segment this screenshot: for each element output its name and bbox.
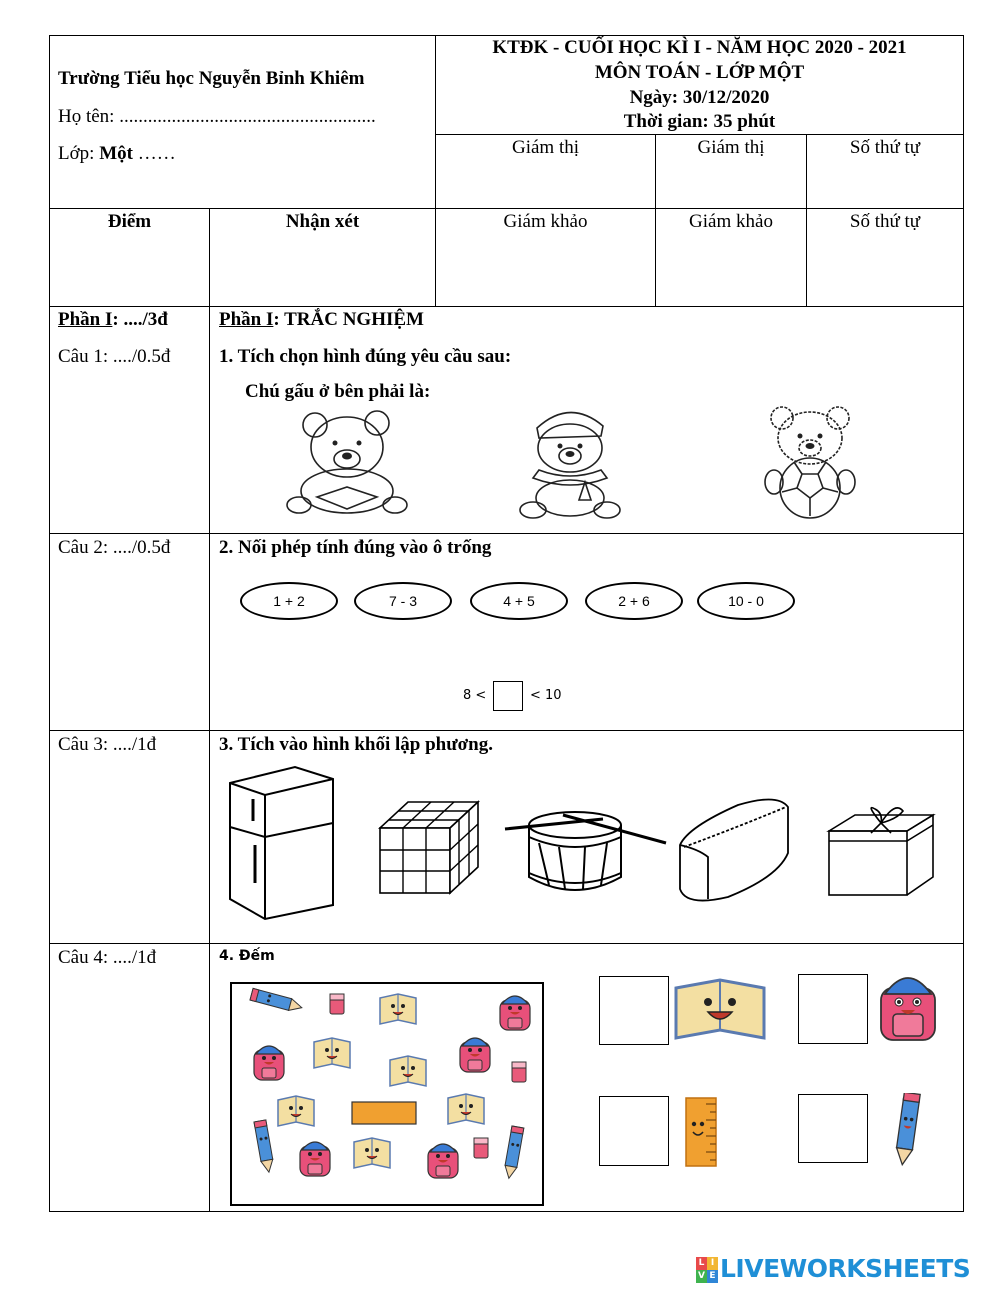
book-picture-item [278,1096,314,1126]
name-field [58,106,376,128]
badge-letter: E [707,1270,718,1283]
q2-score: Câu 2: ..../0.5đ [58,537,171,558]
bear-foot-left [520,502,546,518]
badge-letter: V [696,1270,707,1283]
book-picture-item [314,1038,350,1068]
bear-foot-right [383,497,407,513]
open-book [317,487,377,509]
class-label: Lớp: [58,143,95,164]
backpack-picture-item [460,1038,490,1072]
bear-eye [357,441,362,446]
bear-foot-right [594,502,620,518]
ruler-picture-item [352,1102,416,1124]
book-icon [672,978,768,1048]
backpack-icon [877,970,939,1044]
bear-hat [537,412,603,438]
inequality-left: 8 < [463,688,487,703]
table-line [209,208,210,1212]
liveworksheets-badge [696,1257,718,1283]
q4-title: 4. Đếm [219,948,275,964]
backpack-picture-item [254,1046,284,1080]
book-picture-item [354,1138,390,1168]
class-value: Một [99,143,133,164]
q1-score: Câu 1: ..../0.5đ [58,346,171,367]
examiner-1-label: Giám khảo [503,211,588,232]
exam-title: KTĐK - CUỐI HỌC KÌ I - NĂM HỌC 2020 - 2021 [492,37,907,58]
name-dots: ...................................................... [119,106,376,127]
expression-oval-4[interactable]: 2 + 6 [585,582,683,620]
bear-eye [578,444,583,449]
bear-with-ball-option[interactable] [760,400,860,522]
cube-front-face [380,828,450,893]
pencil-case-zipper [684,807,786,847]
bear-eye [798,434,803,439]
order-number-2-label: Số thứ tự [849,211,921,232]
drum-option[interactable] [503,805,668,900]
part1-score-prefix: Phần I [58,309,113,330]
class-field [58,143,176,165]
examiner-2-label: Giám khảo [689,211,773,232]
backpack-picture-item [500,996,530,1030]
gift-box-option[interactable] [825,805,937,897]
book-picture-item [448,1094,484,1124]
table-line [49,208,964,209]
table-line [49,730,964,731]
counting-picture [230,982,544,1206]
inequality-answer-box[interactable] [493,681,523,711]
pencil-case-edge [680,845,708,899]
table-line [435,134,964,135]
part1-score [58,309,168,331]
pencil-count-box[interactable] [798,1094,868,1163]
part1-title [219,309,424,331]
q1-prompt: Chú gấu ở bên phải là: [245,381,431,402]
badge-letter: L [696,1257,707,1270]
bear-reading-option[interactable] [285,405,410,517]
eraser-picture-item [512,1062,526,1082]
expression-oval-3[interactable]: 4 + 5 [470,582,568,620]
school-name: Trường Tiểu học Nguyễn Bỉnh Khiêm [58,68,365,89]
eraser-picture-item [330,994,344,1014]
book-picture-item [380,994,416,1024]
q2-title: 2. Nối phép tính đúng vào ô trống [219,537,492,558]
bear-eye [818,434,823,439]
backpack-count-box[interactable] [798,974,868,1044]
badge-letter: I [707,1257,718,1270]
book-picture-item [390,1056,426,1086]
bear-nose [566,451,575,457]
book-count-box[interactable] [599,976,669,1045]
exam-subject: MÔN TOÁN - LỚP MỘT [594,62,805,83]
exam-duration: Thời gian: 35 phút [623,111,776,132]
table-line [49,533,964,534]
pencil-icon [892,1093,922,1169]
gift-bow [871,808,903,833]
liveworksheets-logo: LIVEWORKSHEETS [720,1254,971,1283]
pencil-case-option[interactable] [678,797,793,902]
comment-label: Nhận xét [285,211,360,232]
expression-oval-1[interactable]: 1 + 2 [240,582,338,620]
fridge-door-split [230,823,333,837]
ruler-count-box[interactable] [599,1096,669,1166]
name-label: Họ tên: [58,106,115,127]
fridge-top [230,779,333,795]
ball-seams [782,462,838,516]
refrigerator-option[interactable] [225,765,340,923]
bear-nose [806,443,815,449]
backpack-picture-item [428,1144,458,1178]
q4-score: Câu 4: ..../1đ [58,947,157,968]
bear-body [301,469,393,513]
expression-oval-5[interactable]: 10 - 0 [697,582,795,620]
bear-foot-left [287,497,311,513]
score-label: Điểm [107,211,152,232]
invigilator-2-label: Giám thị [697,137,765,158]
class-dots: …… [137,143,176,164]
backpack-picture-item [300,1142,330,1176]
order-number-1-label: Số thứ tự [849,137,921,158]
bear-eye [558,444,563,449]
table-line [49,306,964,307]
fridge-outline [230,767,333,919]
table-border-top [49,35,964,36]
bear-eye [333,441,338,446]
eraser-picture-item [474,1138,488,1158]
bear-with-hat-option[interactable] [515,400,625,522]
expression-oval-2[interactable]: 7 - 3 [354,582,452,620]
invigilator-1-label: Giám thị [511,137,580,158]
table-border-bottom [49,1211,964,1212]
bear-nose [342,453,352,460]
part1-title-suffix: : TRẮC NGHIỆM [273,309,424,330]
ruler-icon [684,1096,718,1168]
q1-title: 1. Tích chọn hình đúng yêu cầu sau: [219,346,512,367]
exam-date: Ngày: 30/12/2020 [629,87,770,108]
ball-pattern [797,474,823,498]
part1-score-suffix: : ..../3đ [112,309,168,330]
table-border-right [963,35,964,1212]
inequality-right: < 10 [530,688,562,703]
q3-score: Câu 3: ..../1đ [58,734,157,755]
q3-title: 3. Tích vào hình khối lập phương. [219,734,493,755]
gift-lid-edge [829,825,933,841]
table-line [49,943,964,944]
part1-title-prefix: Phần I [219,309,274,330]
fridge-handles [253,799,255,883]
rubiks-cube-option[interactable] [378,800,480,895]
